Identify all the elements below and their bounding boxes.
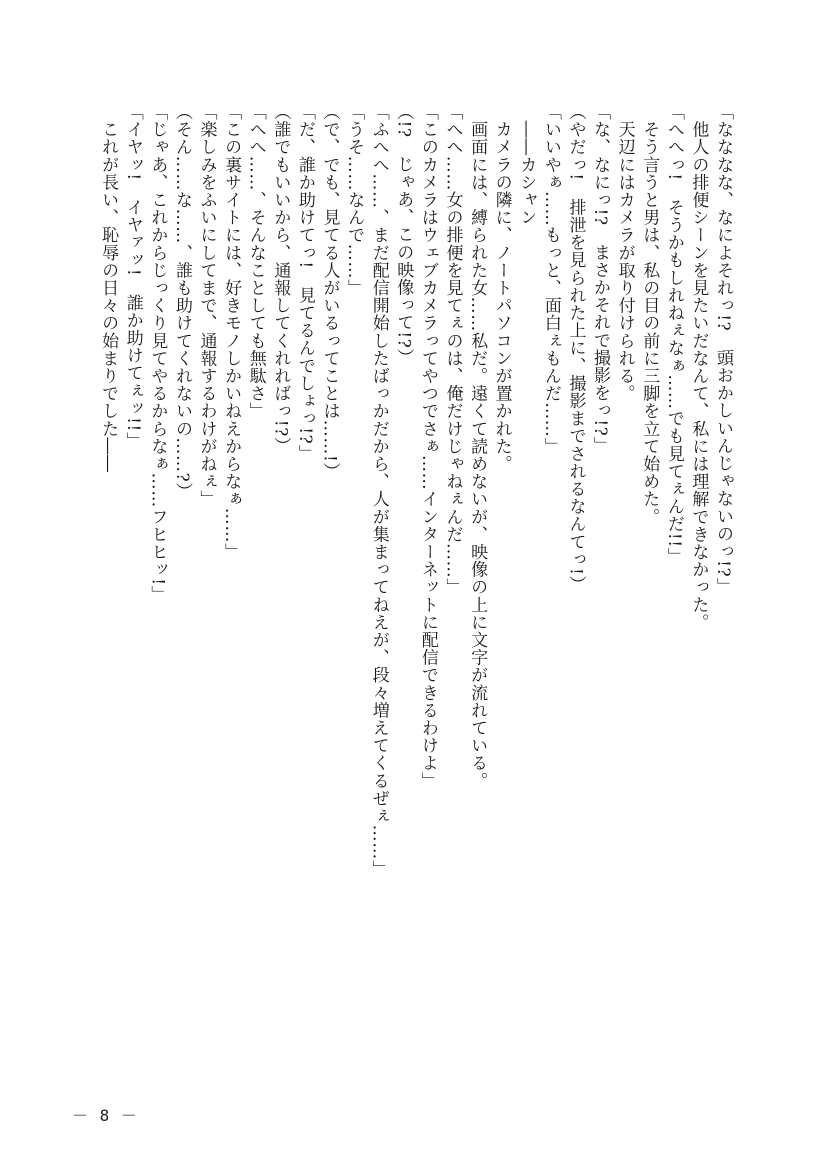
text-line: 「へへっ! そうかもしれねぇなぁ……でも見てぇんだ!!」 — [663, 103, 684, 566]
text-line: 「じゃあ、これからじっくり見てやるからなぁ……フヒヒッ!」 — [147, 103, 168, 604]
text-line: （!? じゃあ、この映像って!?） — [393, 103, 414, 367]
text-line: 「この裏サイトには、好きモノしかいねえからなぁ……」 — [221, 103, 242, 561]
text-line: カメラの隣に、ノートパソコンが置かれた。 — [491, 103, 512, 473]
text-line: 「イヤッ! イヤァッ! 誰か助けてぇッ!!」 — [122, 103, 143, 450]
page-number: － 8 － — [72, 1106, 138, 1125]
text-line: 天辺にはカメラが取り付けられる。 — [614, 103, 635, 403]
text-line: 「このカメラはウェブカメラってやつでさぁ……インターネットに配信できるわけよ」 — [417, 103, 438, 790]
text-line: そう言うと男は、私の目の前に三脚を立て始めた。 — [639, 103, 660, 526]
text-line: 「だ、誰か助けてっ! 見てるんでしょっ!?」 — [294, 103, 315, 462]
text-line: （そん……な……、誰も助けてくれないの……?） — [171, 103, 192, 500]
text-line: 「へへ……女の排便を見てぇのは、俺だけじゃねぇんだ……」 — [442, 103, 463, 596]
text-line: （やだっ! 排泄を見られた上に、撮影までされるなんてっ!） — [565, 103, 586, 594]
text-line: 「ふへへ……、まだ配信開始したばっかだから、人が集まってねえが、段々増えてくるぜぇ……」 — [368, 103, 389, 878]
text-line: （で、でも、見てる人がいるってことは……!） — [319, 103, 340, 481]
text-line: 他人の排便シーンを見たいだなんて、私には理解できなかった。 — [688, 103, 709, 631]
text-line: 画面には、縛られた女……私だ。遠くて読めないが、映像の上に文字が流れている。 — [467, 103, 488, 790]
text-line: 「へへ……、そんなことしても無駄さ」 — [245, 103, 266, 420]
text-line: （誰でもいいから、通報してくれればっ!?） — [270, 103, 291, 455]
text-line: ――カシャン — [516, 103, 537, 227]
text-line: 「楽しみをふいにしてまで、通報するわけがねぇ」 — [196, 103, 217, 508]
vertical-text-body — [95, 103, 735, 1003]
text-line: 「うそ……なんで……」 — [344, 103, 365, 297]
text-line: 「なななな、なによそれっ!? 頭おかしいんじゃないのっ!?」 — [713, 103, 733, 595]
text-line: 「な、なにっ!? まさかそれで撮影をっ!?」 — [590, 103, 611, 455]
text-line: 「いいやぁ……もっと、面白ぇもんだ……」 — [540, 103, 561, 455]
text-line: これが長い、恥辱の日々の始まりでした―― — [98, 103, 119, 473]
